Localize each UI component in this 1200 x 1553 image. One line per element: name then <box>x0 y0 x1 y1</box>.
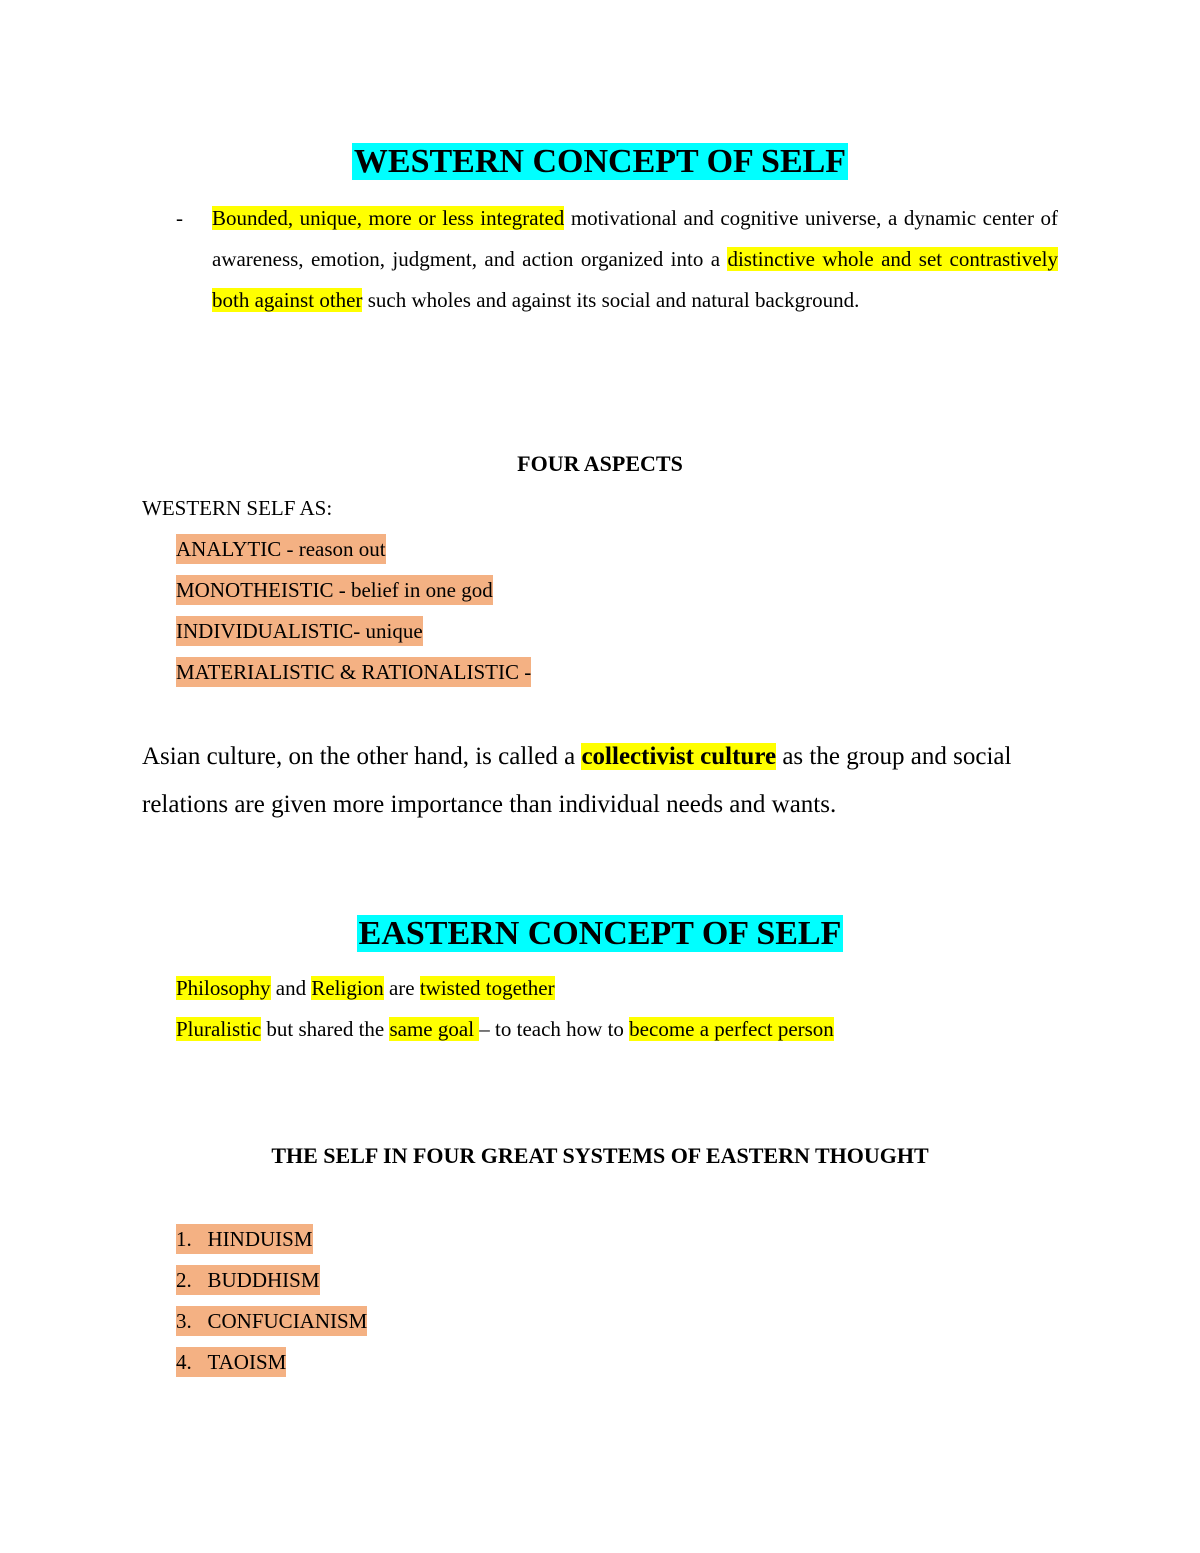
definition-text: Bounded, unique, more or less integrated motivational and cognitive universe, a dynamic center of awareness, emotion, judgment, and action organized into a distinctive whole and set contrastively both against other such wholes and against its social and natural background. <box>212 206 1059 312</box>
system-item: 1. HINDUISM <box>176 1224 313 1254</box>
system-item: 2. BUDDHISM <box>176 1265 320 1295</box>
asian-culture-paragraph: Asian culture, on the other hand, is called a collectivist culture as the group and social relations are given more importance than individual needs and wants. <box>142 743 1012 818</box>
system-item: 3. CONFUCIANISM <box>176 1306 367 1336</box>
aspect-text: MONOTHEISTIC - belief in one god <box>176 575 493 605</box>
western-self-as-label: WESTERN SELF AS: <box>142 496 333 520</box>
aspect-text: MATERIALISTIC & RATIONALISTIC - <box>176 657 531 687</box>
systems-heading: THE SELF IN FOUR GREAT SYSTEMS OF EASTERN THOUGHT <box>271 1143 929 1168</box>
system-item: 4. TAOISM <box>176 1347 286 1377</box>
dash-marker: - <box>176 206 183 230</box>
aspect-text: INDIVIDUALISTIC- unique <box>176 616 423 646</box>
four-aspects-heading: FOUR ASPECTS <box>517 451 683 476</box>
bullet-text: Philosophy and Religion are twisted together <box>176 976 555 1000</box>
eastern-title: EASTERN CONCEPT OF SELF <box>358 915 842 952</box>
collectivist-culture-highlight: collectivist culture <box>581 743 777 770</box>
bullet-text: Pluralistic but shared the same goal – to teach how to become a perfect person <box>176 1017 834 1041</box>
western-definition <box>142 198 1058 321</box>
aspect-text: ANALYTIC - reason out <box>176 534 386 564</box>
western-title: WESTERN CONCEPT OF SELF <box>353 143 847 180</box>
